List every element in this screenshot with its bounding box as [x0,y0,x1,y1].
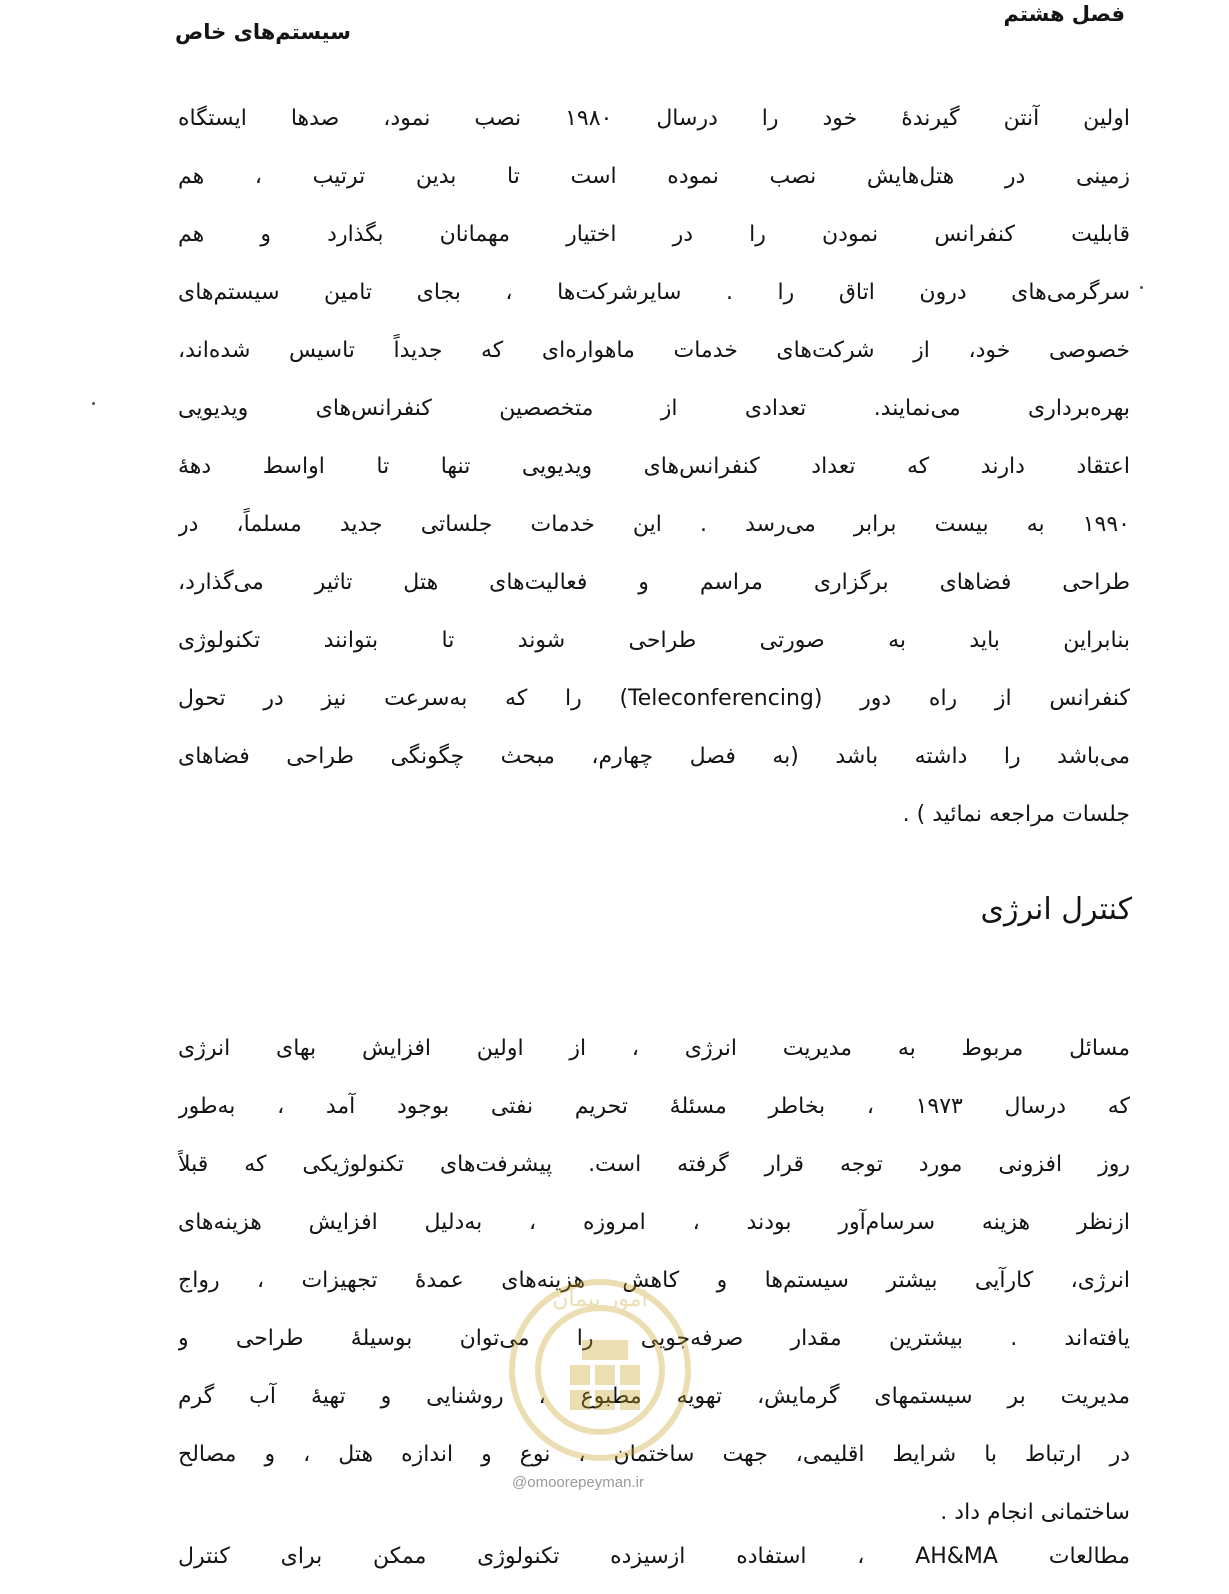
paragraph-line: مدیریت بر سیستمهای گرمایش، تهویه مطبوع ، روشنایی و تهیهٔ آب گرم [178,1384,1130,1409]
paragraph-line: طراحی فضاهای برگزاری مراسم و فعالیت‌های هتل تاثیر می‌گذارد، [178,570,1130,595]
paragraph-line: در ارتباط با شرایط اقلیمی، جهت ساختمان ، نوع و اندازه هتل ، و مصالح [178,1442,1130,1467]
paragraph-line: خصوصی خود، از شرکت‌های خدمات ماهواره‌ای که جدیداً تاسیس شده‌اند، [178,338,1130,363]
paragraph-line: انرژی، کارآیی بیشتر سیستم‌ها و کاهش هزینه‌های عمدهٔ تجهیزات ، رواج [178,1268,1130,1293]
paragraph-line: جلسات مراجعه نمائید ) . [902,802,1130,827]
body-paragraph-1 [178,90,1130,844]
paragraph-line: اعتقاد دارند که تعداد کنفرانس‌های ویدیویی تنها تا اواسط دههٔ [178,454,1130,479]
watermark-logo-text: امور پیمان [552,1287,648,1312]
paragraph-line: بهره‌برداری می‌نمایند. تعدادی از متخصصین کنفرانس‌های ویدیویی [178,396,1130,421]
paragraph-line: اولین آنتن گیرندهٔ خود را درسال ۱۹۸۰ نصب نمود، صدها ایستگاه [178,106,1130,131]
paragraph-line: ۱۹۹۰ به بیست برابر می‌رسد . این خدمات جلساتی جدید مسلماً، در [178,512,1130,537]
paragraph-line: بنابراین باید به صورتی طراحی شوند تا بتوانند تکنولوژی [178,628,1130,653]
paragraph-line: قابلیت کنفرانس نمودن را در اختیار مهمانان بگذارد و هم [178,222,1130,247]
watermark-url: @omoorepeyman.ir [512,1474,644,1491]
section-heading-energy-control: کنترل انرژی [980,892,1132,927]
paragraph-line: ازنظر هزینه سرسام‌آور بودند ، امروزه ، به‌دلیل افزایش هزینه‌های [178,1210,1130,1235]
body-paragraph-3 [178,1528,1130,1586]
stray-mark [1140,286,1143,289]
paragraph-line: مسائل مربوط به مدیریت انرژی ، از اولین افزایش بهای انرژی [178,1036,1130,1061]
paragraph-line: می‌باشد را داشته باشد (به فصل چهارم، مبحث چگونگی طراحی فضاهای [178,744,1130,769]
paragraph-line: یافته‌اند . بیشترین مقدار صرفه‌جویی را می‌توان بوسیلهٔ طراحی و [178,1326,1130,1351]
paragraph-line: کنفرانس از راه دور (Teleconferencing) را که به‌سرعت نیز در تحول [178,686,1130,711]
paragraph-line: زمینی در هتل‌هایش نصب نموده است تا بدین ترتیب ، هم [178,164,1130,189]
paragraph-line: که درسال ۱۹۷۳ ، بخاطر مسئلهٔ تحریم نفتی بوجود آمد ، به‌طور [178,1094,1130,1119]
paragraph-line: ساختمانی انجام داد . [940,1500,1130,1525]
paragraph-line: سرگرمی‌های درون اتاق را . سایرشرکت‌ها ، بجای تامین سیستم‌های [178,280,1130,305]
paragraph-line: روز افزونی مورد توجه قرار گرفته است. پیشرفت‌های تکنولوژیکی که قبلاً [178,1152,1130,1177]
page-header-section: سیستم‌های خاص [175,20,351,44]
watermark-logo-icon [500,1270,700,1470]
stray-mark [92,402,95,405]
page-header-chapter: فصل هشتم [1003,2,1125,26]
paragraph-line: مطالعات AH&MA ، استفاده ازسیزده تکنولوژی ممکن برای کنترل [178,1544,1130,1569]
